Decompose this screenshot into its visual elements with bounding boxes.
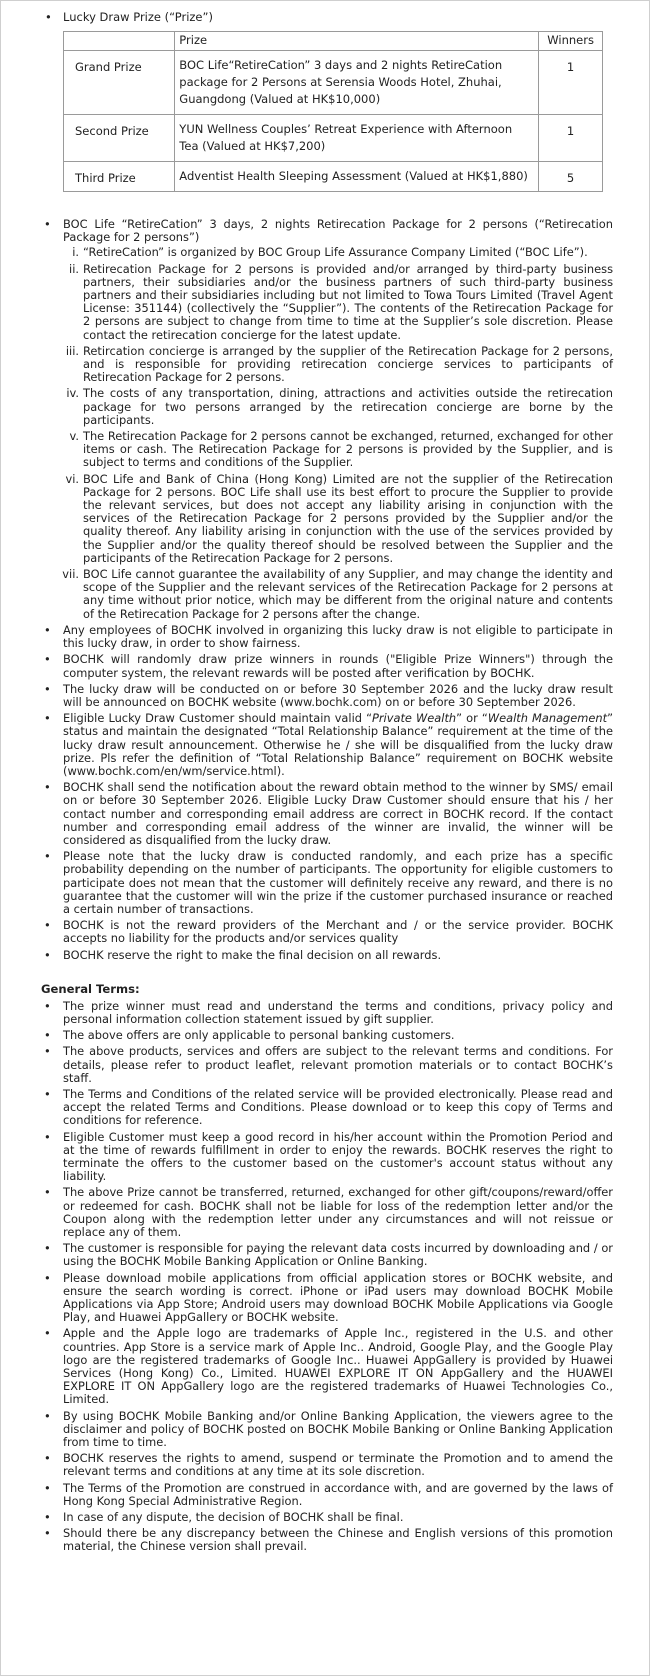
list-item: • The Terms and Conditions of the related service will be provided electronically. Please read and accept the related Terms and Conditions. Please download or to keep this copy of Terms and conditions for reference. [41,1088,613,1128]
package-term [63,345,613,385]
bullet: • [45,10,52,24]
prize-col-blank [64,32,175,51]
prize-winners: 1 [539,115,603,162]
prize-table [63,31,603,192]
term-number: iii. [65,343,79,358]
term-number: ii. [69,261,79,276]
list-item: • By using BOCHK Mobile Banking and/or Online Banking Application, the viewers agree to the disclaimer and policy of BOCHK posted on BOCHK Mobile Banking or Online Banking Application from time to time. [41,1410,613,1450]
package-term [63,430,613,470]
term-number: vii. [62,567,79,582]
package-terms [63,246,613,620]
lucky-draw-terms [41,218,613,962]
term-number: v. [69,429,79,444]
term-text: “RetireCation” is organized by BOC Group Life Assurance Company Limited (“BOC Life”). [83,245,588,260]
term-text-part: Eligible Lucky Draw Customer should maintain valid “ [63,711,372,726]
prize-description: Adventist Health Sleeping Assessment (Valued at HK$1,880) [175,162,539,192]
term-text: Retirecation Package for 2 persons is provided and/or arranged by third-party business partners, their subsidiaries and/or the business partners of such third-party business partners and their subsidiaries including but not limited to Towa Tours Limited (Travel Agent License: 351144) (collectively the “Supplier”). The contents of the Retirecation Package for 2 persons are subject to change from time to time at the Supplier’s sole discretion. Please contact the retirecation concierge for the latest update. [83,261,613,342]
private-wealth-label: Private Wealth [372,711,457,726]
table-row [64,51,603,115]
term-text: The Retirecation Package for 2 persons cannot be exchanged, returned, exchanged for other items or cash. The Retirecation Package for 2 persons is provided by the Supplier, and is subject to terms and conditions of the Supplier. [83,429,613,470]
list-item: • The above products, services and offers are subject to the relevant terms and conditions. For details, please refer to product leaflet, relevant promotion materials or to contact BOCHK’s staff. [41,1045,613,1085]
prize-winners: 1 [539,51,603,115]
prize-heading-text: Lucky Draw Prize (“Prize”) [63,10,213,24]
list-item: • Please download mobile applications from official application stores or BOCHK website, and ensure the search wording is correct. iPhone or iPad users may download BOCHK Mobile Applications via App Store; Android users may download BOCHK Mobile Applications via Google Play, and Huawei AppGallery or BOCHK website. [41,1272,613,1325]
prize-col-prize: Prize [175,32,539,51]
table-row [64,162,603,192]
list-item: • BOCHK shall send the notification about the reward obtain method to the winner by SMS/ email on or before 30 September 2026. Eligible Lucky Draw Customer should ensure that his / her contact number and corresponding email address are correct in BOCHK record. If the contact number and corresponding email address of the winner are invalid, the winner will be considered as disqualified from the lucky draw. [41,781,613,847]
list-item: • The above Prize cannot be transferred, returned, exchanged for other gift/coupons/reward/offer or redeemed for cash. BOCHK shall not be liable for loss of the redemption letter and/or the Coupon along with the redemption letter under any circumstances and will not reissue or replace any of them. [41,1186,613,1239]
list-item: • The Terms of the Promotion are construed in accordance with, and are governed by the laws of Hong Kong Special Administrative Region. [41,1482,613,1508]
list-item: • In case of any dispute, the decision of BOCHK shall be final. [41,1511,613,1524]
wealth-management-label: Wealth Management [487,711,608,726]
term-text: BOC Life and Bank of China (Hong Kong) Limited are not the supplier of the Retirecation Package for 2 persons. BOC Life shall use its best effort to procure the Supplier to provide the relevant services, but does not accept any liability arising in conjunction with the services of the Retirecation Package for 2 persons provided by the Supplier and/or the quality thereof. Any liability arising in conjunction with the use of the services provided by the Supplier and/or the quality thereof should be resolved between the Supplier and the participants of the Retirecation Package for 2 persons. [83,471,613,565]
list-item [41,712,613,778]
list-item: • The customer is responsible for paying the relevant data costs incurred by downloading and / or using the BOCHK Mobile Banking Application or Online Banking. [41,1242,613,1268]
prize-description: YUN Wellness Couples’ Retreat Experience with Afternoon Tea (Valued at HK$7,200) [175,115,539,162]
general-terms-title: General Terms: [41,981,140,996]
prize-table-header [64,32,603,51]
term-text: Retircation concierge is arranged by the supplier of the Retirecation Package for 2 persons, and is responsible for providing retirecation concierge services to participants of Retirecation Package for 2 persons. [83,343,613,385]
term-number: i. [72,245,79,260]
term-text: BOC Life cannot guarantee the availability of any Supplier, and may change the identity and scope of the Supplier and the relevant services of the Retirecation Package for 2 persons at any time without prior notice, which may be different from the original nature and contents of the Retirecation Package for 2 persons after the change. [83,567,613,621]
term-text-part: ” status and maintain the designated “Total Relationship Balance” requirement at the time of the lucky draw result announcement. Otherwise he / she will be disqualified from the lucky draw prize. Pls refer the definition of “Total Relationship Balance” requirement on BOCHK website (www.bochk.com/en/wm/service.html). [63,711,613,778]
list-item: • The lucky draw will be conducted on or before 30 September 2026 and the lucky draw result will be announced on BOCHK website (www.bochk.com) on or before 30 September 2026. [41,683,613,709]
list-item: • BOCHK reserve the right to make the final decision on all rewards. [41,949,613,962]
list-item: • The above offers are only applicable to personal banking customers. [41,1029,613,1042]
package-term [63,387,613,427]
prize-heading [41,9,613,25]
prize-description: BOC Life“RetireCation” 3 days and 2 nights RetireCation package for 2 Persons at Serensia Woods Hotel, Zhuhai, Guangdong (Valued at HK$10,000) [175,51,539,115]
term-text-part: ” or “ [456,711,488,726]
term-number: iv. [66,386,79,401]
prize-name: Second Prize [64,115,175,162]
term-number: vi. [65,471,79,486]
list-item: • Should there be any discrepancy between the Chinese and English versions of this promotion material, the Chinese version shall prevail. [41,1527,613,1553]
prize-winners: 5 [539,162,603,192]
list-item [41,218,613,621]
list-item: • Please note that the lucky draw is conducted randomly, and each prize has a specific probability depending on the number of participants. The opportunity for eligible customers to participate does not mean that the customer will definitely receive any reward, and there is no guarantee that the customer will win the prize if the customer purchased insurance or reached a certain number of transactions. [41,850,613,916]
prize-name: Third Prize [64,162,175,192]
list-item: • BOCHK is not the reward providers of the Merchant and / or the service provider. BOCHK accepts no liability for the products and/or services quality [41,919,613,945]
list-item: • Eligible Customer must keep a good record in his/her account within the Promotion Period and at the time of rewards fulfillment in order to enjoy the rewards. BOCHK reserves the right to terminate the offers to the customer based on the customer's account status without any liability. [41,1131,613,1184]
list-item: • BOCHK will randomly draw prize winners in rounds ("Eligible Prize Winners") through the computer system, the relevant rewards will be posted after verification by BOCHK. [41,653,613,679]
table-row [64,115,603,162]
general-terms [41,1000,613,1554]
package-term [63,473,613,565]
package-term [63,246,613,259]
term-text: The costs of any transportation, dining, attractions and activities outside the retirecation package for two persons arranged by the retirecation concierge are borne by the participants. [83,386,613,427]
package-term [63,263,613,342]
prize-name: Grand Prize [64,51,175,115]
list-item: • The prize winner must read and understand the terms and conditions, privacy policy and personal information collection statement issued by gift supplier. [41,1000,613,1026]
list-item: • Any employees of BOCHK involved in organizing this lucky draw is not eligible to participate in this lucky draw, in order to show fairness. [41,624,613,650]
list-item: • Apple and the Apple logo are trademarks of Apple Inc., registered in the U.S. and other countries. App Store is a service mark of Apple Inc.. Android, Google Play, and the Google Play logo are the registered trademarks of Google Inc.. Huawei AppGallery is provided by Huawei Services (Hong Kong) Co., Limited. HUAWEI EXPLORE IT ON AppGallery and the HUAWEI EXPLORE IT ON AppGallery logo are the registered trademarks of Huawei Technologies Co., Limited. [41,1327,613,1406]
package-term [63,568,613,621]
list-item: • BOCHK reserves the rights to amend, suspend or terminate the Promotion and to amend the relevant terms and conditions at any time at its sole discretion. [41,1452,613,1478]
prize-col-winners: Winners [539,32,603,51]
package-intro: BOC Life “RetireCation” 3 days, 2 nights Retirecation Package for 2 persons (“Retirecation Package for 2 persons”) [63,217,613,245]
